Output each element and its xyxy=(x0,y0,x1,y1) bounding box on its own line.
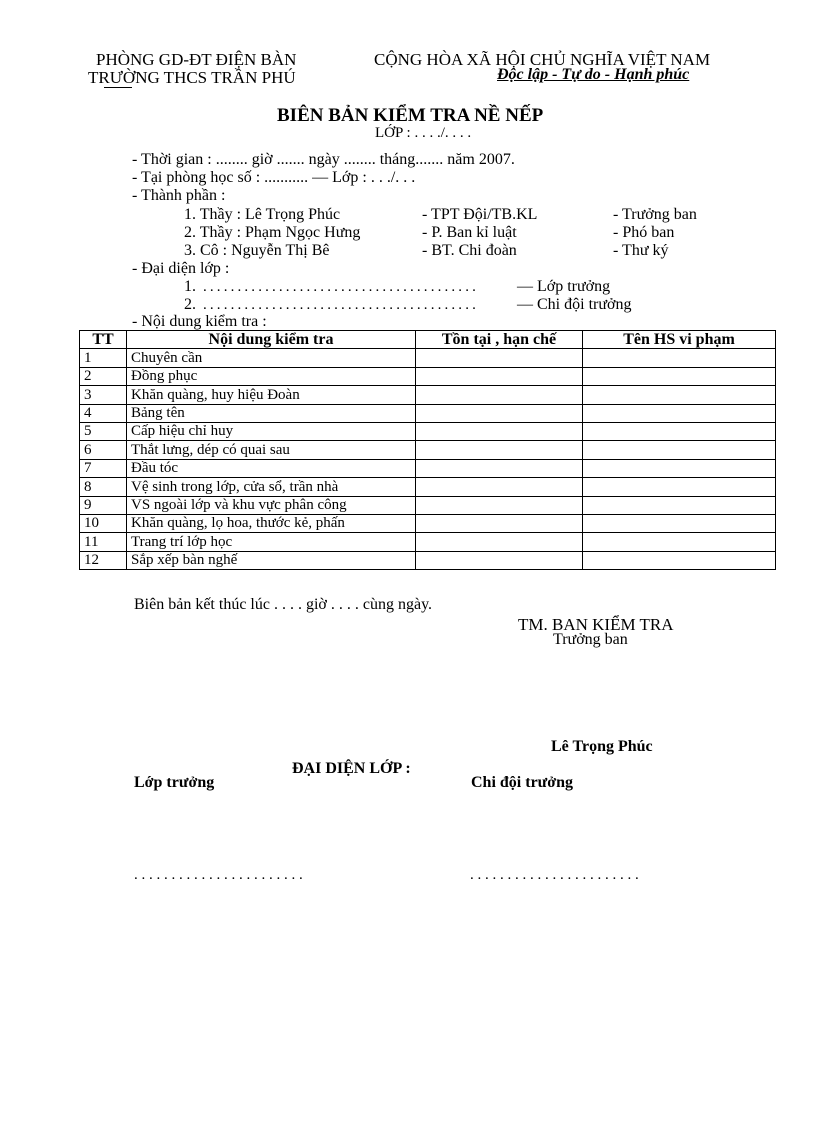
table-row xyxy=(80,533,776,551)
monitor-signature-dots: . . . . . . . . . . . . . . . . . . . . . . . xyxy=(134,867,303,883)
row-no: 1 xyxy=(80,349,127,367)
members-label: - Thành phần : xyxy=(132,187,226,204)
row-item: Chuyên cần xyxy=(127,349,416,367)
table-row xyxy=(80,551,776,569)
content-label: - Nội dung kiểm tra : xyxy=(132,313,267,330)
row-violators-cell[interactable] xyxy=(583,533,776,551)
row-item: VS ngoài lớp và khu vực phân công xyxy=(127,496,416,514)
table-row xyxy=(80,349,776,367)
board-role: Trưởng ban xyxy=(553,631,628,648)
row-violators-cell[interactable] xyxy=(583,349,776,367)
member-1-role: - TPT Đội/TB.KL xyxy=(422,206,538,223)
class-rep-heading: ĐẠI DIỆN LỚP : xyxy=(292,760,411,777)
row-no: 9 xyxy=(80,496,127,514)
table-row xyxy=(80,496,776,514)
row-item: Cấp hiệu chỉ huy xyxy=(127,422,416,440)
row-issues-cell[interactable] xyxy=(416,404,583,422)
row-issues-cell[interactable] xyxy=(416,349,583,367)
row-item: Đồng phục xyxy=(127,367,416,385)
row-no: 5 xyxy=(80,422,127,440)
row-violators-cell[interactable] xyxy=(583,496,776,514)
member-2-name: 2. Thầy : Phạm Ngọc Hưng xyxy=(184,224,361,241)
row-issues-cell[interactable] xyxy=(416,533,583,551)
row-violators-cell[interactable] xyxy=(583,367,776,385)
table-row xyxy=(80,386,776,404)
board-title: TM. BAN KIỂM TRA xyxy=(518,615,674,634)
col-header-content: Nội dung kiểm tra xyxy=(127,331,416,349)
row-no: 6 xyxy=(80,441,127,459)
board-signer-name: Lê Trọng Phúc xyxy=(551,738,653,755)
row-issues-cell[interactable] xyxy=(416,386,583,404)
col-header-no: TT xyxy=(80,331,127,349)
row-item: Đầu tóc xyxy=(127,459,416,477)
rep-1-suffix: — Lớp trưởng xyxy=(517,278,611,295)
member-2-position: - Phó ban xyxy=(613,224,675,241)
row-no: 10 xyxy=(80,514,127,532)
team-leader-signature-dots: . . . . . . . . . . . . . . . . . . . . . . . xyxy=(470,867,639,883)
row-item: Khăn quàng, lọ hoa, thước kẻ, phấn xyxy=(127,514,416,532)
class-line: LỚP : . . . ./. . . . xyxy=(375,125,472,141)
row-issues-cell[interactable] xyxy=(416,422,583,440)
school-name: TRƯỜNG THCS TRẦN PHÚ xyxy=(88,68,296,87)
time-line: - Thời gian : ........ giờ ....... ngày ........ tháng....... năm 2007. xyxy=(132,151,515,168)
national-motto: Độc lập - Tự do - Hạnh phúc xyxy=(497,66,690,83)
monitor-label: Lớp trưởng xyxy=(134,774,215,791)
table-row xyxy=(80,404,776,422)
row-no: 8 xyxy=(80,478,127,496)
rep-1-prefix: 1. xyxy=(184,278,196,295)
row-violators-cell[interactable] xyxy=(583,514,776,532)
row-violators-cell[interactable] xyxy=(583,404,776,422)
member-1-name: 1. Thầy : Lê Trọng Phúc xyxy=(184,206,341,223)
row-item: Bảng tên xyxy=(127,404,416,422)
row-issues-cell[interactable] xyxy=(416,459,583,477)
row-item: Khăn quàng, huy hiệu Đoàn xyxy=(127,386,416,404)
row-no: 12 xyxy=(80,551,127,569)
table-row xyxy=(80,478,776,496)
row-issues-cell[interactable] xyxy=(416,478,583,496)
row-item: Trang trí lớp học xyxy=(127,533,416,551)
row-no: 7 xyxy=(80,459,127,477)
table-row xyxy=(80,459,776,477)
table-row xyxy=(80,441,776,459)
closing-line: Biên bản kết thúc lúc . . . . giờ . . . . cùng ngày. xyxy=(134,596,433,613)
row-violators-cell[interactable] xyxy=(583,478,776,496)
room-line: - Tại phòng học số : ........... — Lớp : . . ./. . . xyxy=(132,169,416,186)
row-violators-cell[interactable] xyxy=(583,422,776,440)
rep-label: - Đại diện lớp : xyxy=(132,260,230,277)
row-item: Vệ sinh trong lớp, cửa sổ, trần nhà xyxy=(127,478,416,496)
row-violators-cell[interactable] xyxy=(583,459,776,477)
school-underline xyxy=(104,87,132,88)
table-row xyxy=(80,367,776,385)
row-issues-cell[interactable] xyxy=(416,441,583,459)
table-header-row xyxy=(80,331,776,349)
table-row xyxy=(80,422,776,440)
page-title: BIÊN BẢN KIỂM TRA NỀ NẾP xyxy=(277,105,544,126)
row-no: 4 xyxy=(80,404,127,422)
row-violators-cell[interactable] xyxy=(583,386,776,404)
table-row xyxy=(80,514,776,532)
row-issues-cell[interactable] xyxy=(416,551,583,569)
row-no: 2 xyxy=(80,367,127,385)
row-item: Sắp xếp bàn nghế xyxy=(127,551,416,569)
member-3-role: - BT. Chi đoàn xyxy=(422,242,517,259)
rep-1-dots: . . . . . . . . . . . . . . . . . . . . . . . . . . . . . . . . . . . . . . . . xyxy=(203,279,476,295)
rep-2-dots: . . . . . . . . . . . . . . . . . . . . . . . . . . . . . . . . . . . . . . . . xyxy=(203,297,476,313)
col-header-violators: Tên HS vi phạm xyxy=(583,331,776,349)
col-header-issues: Tồn tại , hạn chế xyxy=(416,331,583,349)
dept-name: PHÒNG GD-ĐT ĐIỆN BÀN xyxy=(96,50,297,69)
member-2-role: - P. Ban kỉ luật xyxy=(422,224,517,241)
row-issues-cell[interactable] xyxy=(416,367,583,385)
member-3-name: 3. Cô : Nguyễn Thị Bê xyxy=(184,242,330,259)
row-issues-cell[interactable] xyxy=(416,514,583,532)
row-item: Thắt lưng, dép có quai sau xyxy=(127,441,416,459)
member-3-position: - Thư ký xyxy=(613,242,669,259)
team-leader-label: Chi đội trưởng xyxy=(471,774,574,791)
row-issues-cell[interactable] xyxy=(416,496,583,514)
national-title: CỘNG HÒA XÃ HỘI CHỦ NGHĨA VIỆT NAM xyxy=(374,50,711,69)
row-no: 3 xyxy=(80,386,127,404)
row-no: 11 xyxy=(80,533,127,551)
inspection-table xyxy=(79,330,776,570)
row-violators-cell[interactable] xyxy=(583,441,776,459)
member-1-position: - Trưởng ban xyxy=(613,206,697,223)
rep-2-prefix: 2. xyxy=(184,296,196,313)
row-violators-cell[interactable] xyxy=(583,551,776,569)
rep-2-suffix: — Chi đội trưởng xyxy=(517,296,632,313)
